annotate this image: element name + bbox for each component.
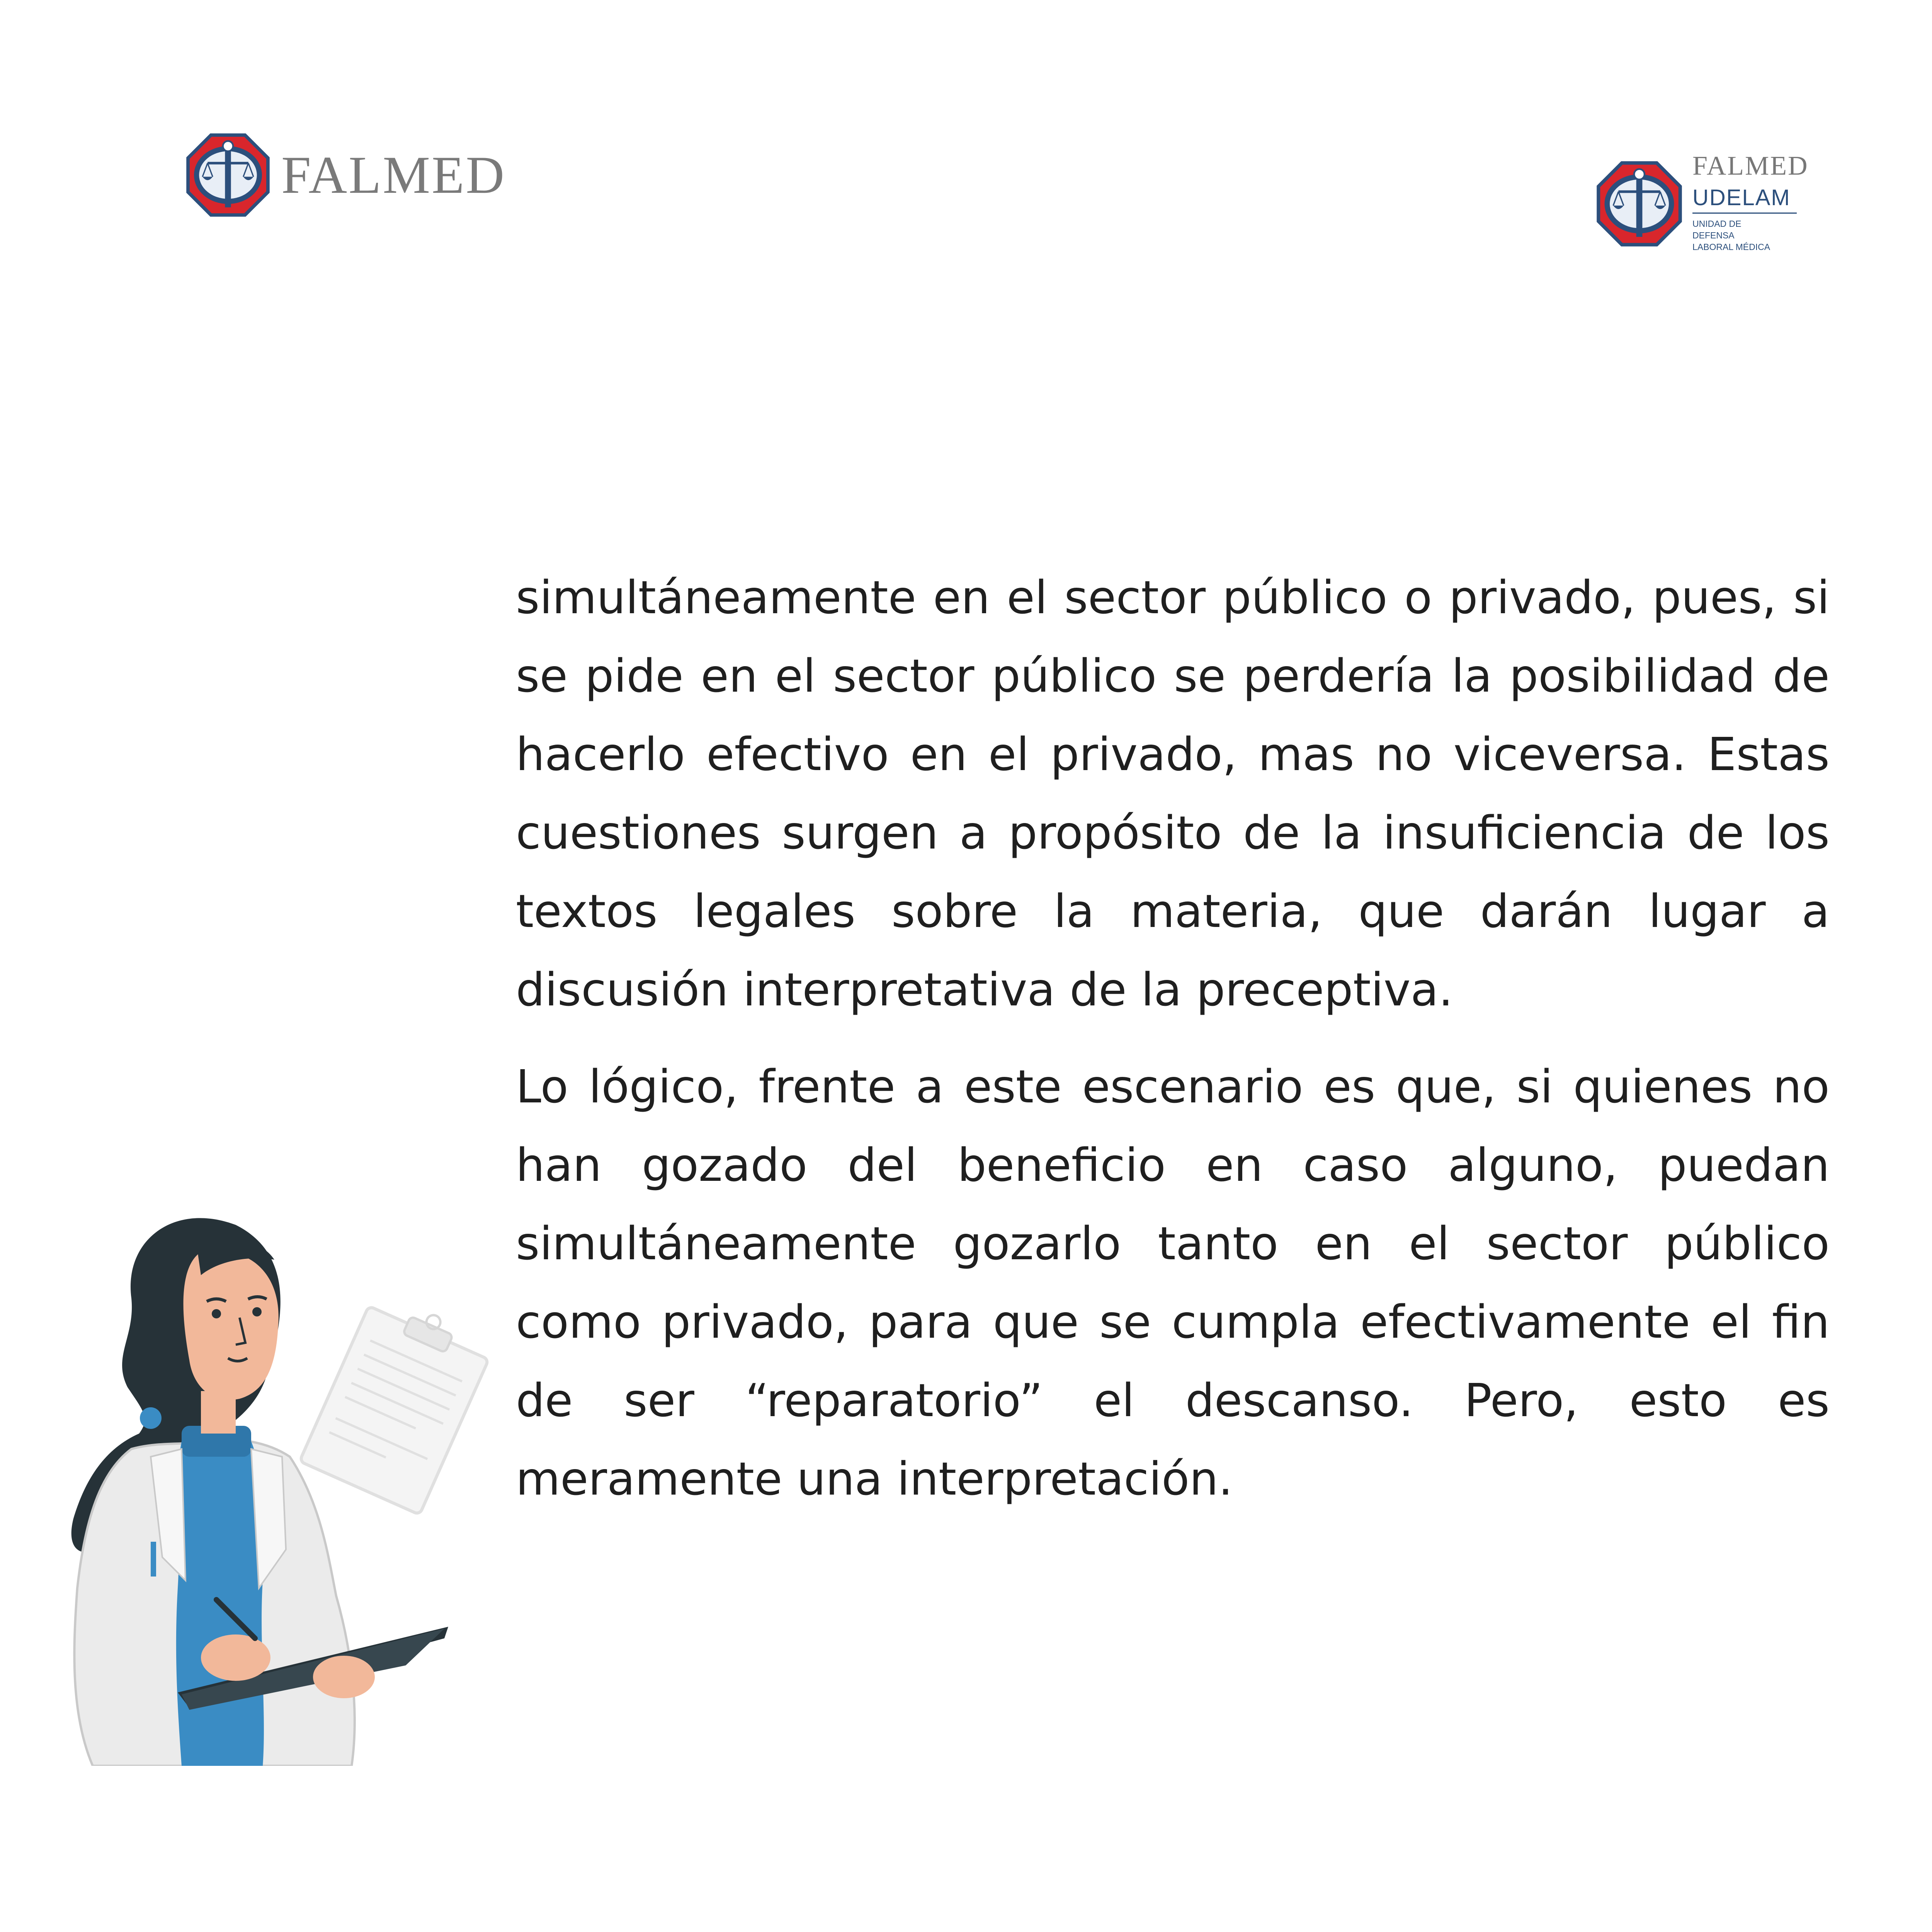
falmed-logo-left: [185, 131, 506, 218]
pocket-pen: [151, 1542, 156, 1577]
clipboard-background: [299, 1289, 496, 1515]
hair-tie: [140, 1407, 162, 1429]
falmed-shield-emblem-icon: [1596, 160, 1683, 247]
paragraph: Lo lógico, frente a este escenario es que, si quienes no han gozado del beneficio en caso alguno, puedan simultáneamente gozarlo tanto en el sector público como privado, para que se cumpla efectivamente el fin de ser “reparatorio” el descanso. Pero, esto es meramente una interpretación.: [516, 1060, 1830, 1505]
paragraph: simultáneamente en el sector público o privado, pues, si se pide en el sector público se perdería la posibilidad de hacerlo efectivo en el privado, mas no viceversa. Estas cuestiones surgen a propósito de la insuficiencia de los textos legales sobre la materia, que darán lugar a discusión interpretativa de la preceptiva.: [516, 571, 1830, 1016]
falmed-shield-emblem-icon: [185, 133, 270, 218]
logo-divider: [1692, 213, 1797, 214]
udelam-subtitle: [1692, 218, 1797, 253]
udelam-subtitle-line: LABORAL MÉDICA: [1692, 242, 1770, 252]
face: [184, 1251, 279, 1400]
left-hand: [201, 1634, 270, 1681]
falmed-wordmark: FALMED: [281, 145, 506, 204]
udelam-wordmark: UDELAM: [1692, 185, 1791, 210]
right-hand: [313, 1656, 375, 1698]
udelam-subtitle-line: DEFENSA: [1692, 230, 1735, 240]
right-eye: [252, 1307, 262, 1316]
falmed-wordmark-small: FALMED: [1692, 151, 1809, 181]
left-eye: [212, 1309, 221, 1318]
doctor-with-clipboard-icon: [35, 1209, 498, 1766]
body-text: [516, 558, 1830, 1518]
falmed-udelam-logo-right: [1596, 151, 1809, 261]
udelam-subtitle-line: UNIDAD DE: [1692, 219, 1742, 229]
